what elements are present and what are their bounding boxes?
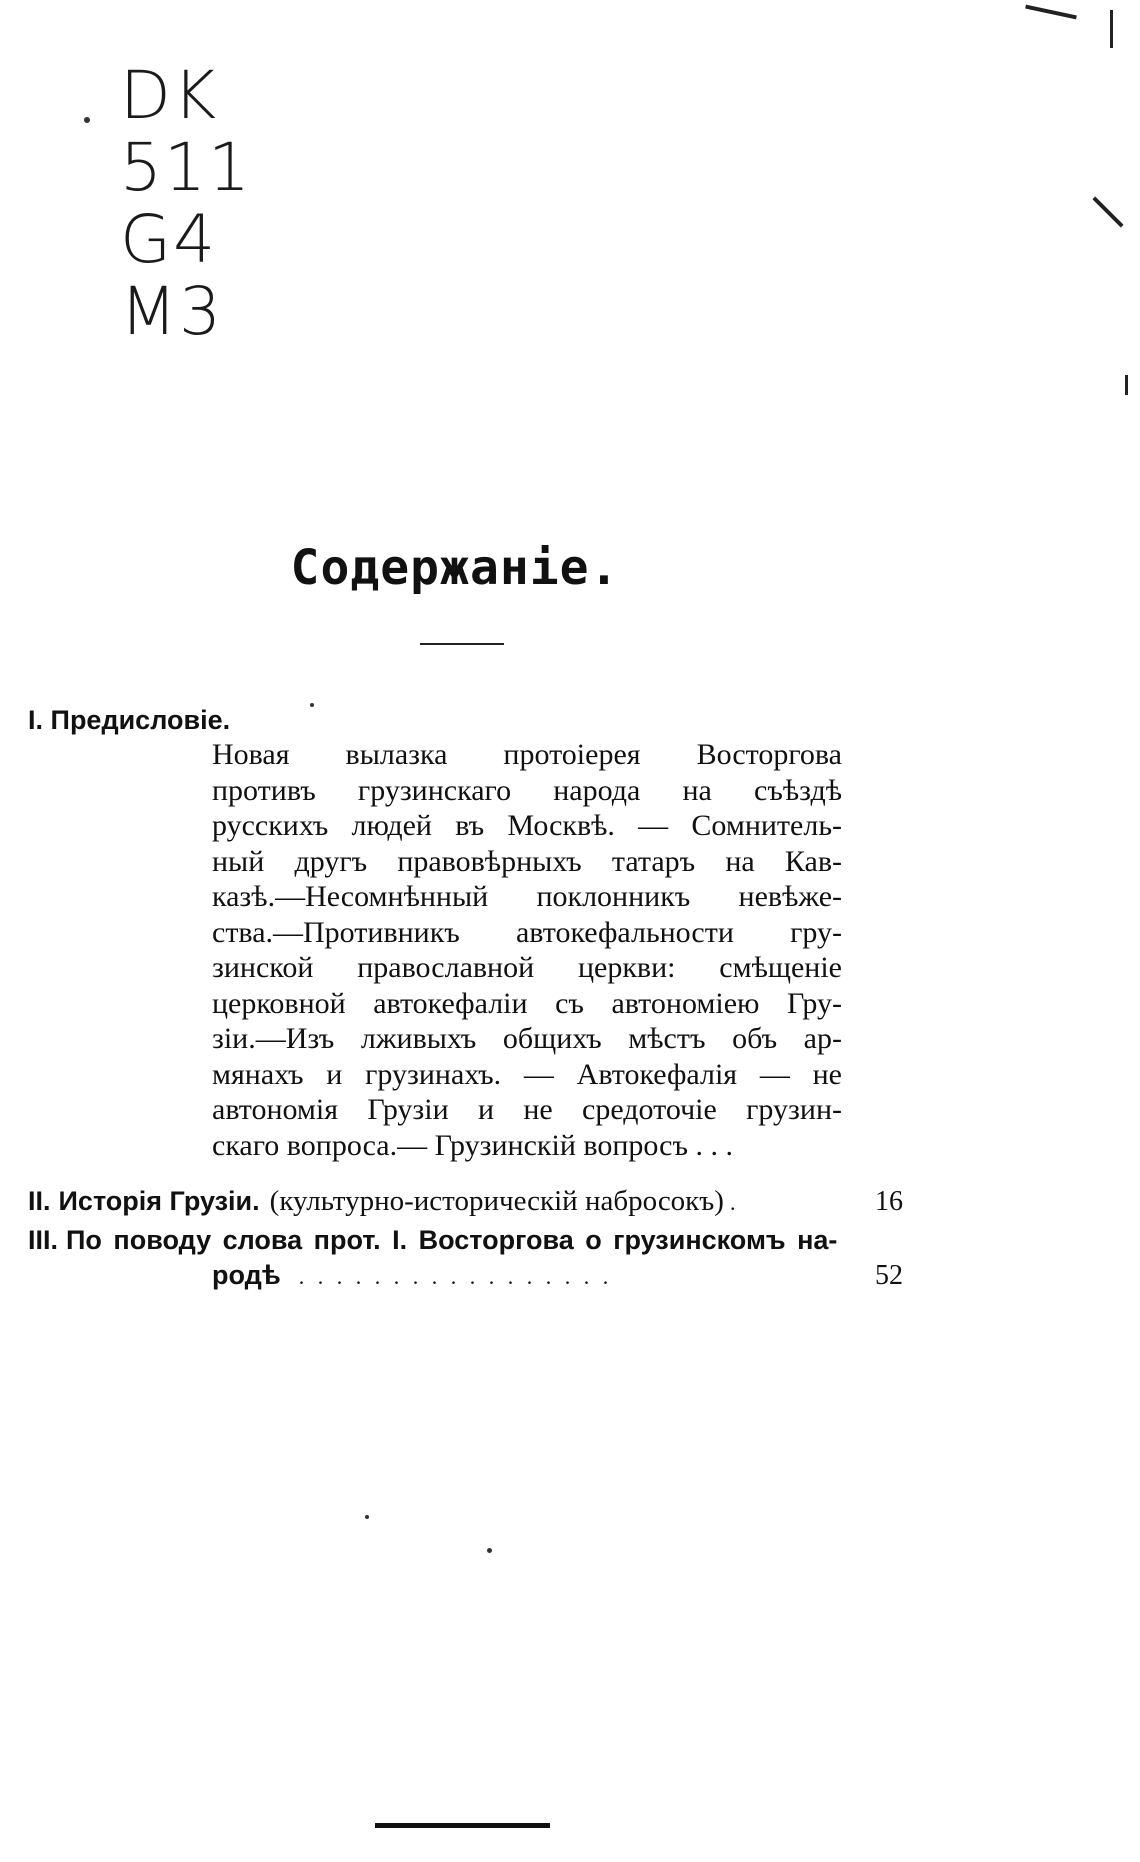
summary-line: казѣ.—Несомнѣнный поклонникъ невѣже- [212, 880, 842, 913]
library-call-number [120, 57, 270, 350]
call-number-line: G4 [120, 201, 218, 278]
summary-line: мянахъ и грузинахъ. — Автокефалія — не [212, 1057, 842, 1091]
summary-line: церковной автокефаліи съ автономіею Гру- [212, 986, 842, 1020]
summary-line: зинской православной церкви: смѣщеніе [212, 951, 842, 984]
scan-speck [365, 1515, 369, 1519]
toc-entry-number: I. [28, 705, 44, 735]
toc-entry-1-summary [212, 737, 842, 1163]
title-divider [420, 643, 504, 645]
summary-line: русскихъ людей въ Москвѣ. — Сомнитель- [212, 809, 842, 842]
toc-entry-title: Предисловіе. [50, 705, 231, 735]
toc-entry-title: Исторія Грузіи. [58, 1186, 260, 1216]
toc-entry-3 [28, 1225, 903, 1256]
toc-entry-1-heading [28, 705, 230, 736]
summary-line: противъ грузинскаго народа на съѣздѣ [212, 773, 842, 807]
scan-edge-mark [1110, 10, 1113, 48]
summary-line: автономія Грузіи и не средоточіе грузин- [212, 1093, 842, 1126]
toc-entry-2 [28, 1185, 903, 1218]
toc-entry-title: По поводу слова прот. І. Восторгова о грузинскомъ на- [66, 1225, 838, 1255]
call-number-line: M3 [120, 273, 223, 350]
scan-speck [310, 703, 314, 707]
end-rule [375, 1823, 550, 1828]
scan-speck [487, 1548, 492, 1553]
toc-entry-3-continuation [212, 1260, 903, 1292]
scan-edge-mark [1092, 196, 1123, 227]
scan-speck [84, 117, 90, 123]
dot-leader: . . . . . . . . . . . . . . . . . [298, 1264, 613, 1289]
call-number-line: 511 [120, 129, 252, 206]
summary-line: зіи.—Изъ лживыхъ общихъ мѣстъ объ ар- [212, 1022, 842, 1055]
dot-leader: . [729, 1190, 736, 1215]
summary-line: ный другъ правовѣрныхъ татаръ на Кав- [212, 844, 842, 878]
toc-entry-page-number: 16 [875, 1186, 903, 1217]
toc-entry-number: II. [28, 1186, 51, 1216]
toc-entry-title-continued: родѣ [212, 1260, 281, 1290]
scan-edge-mark [1025, 5, 1077, 20]
summary-line: скаго вопроса.— Грузинскій вопросъ . . . [212, 1128, 733, 1162]
toc-entry-number: III. [28, 1225, 59, 1255]
toc-entry-subtitle: (культурно-историческій набросокъ) [269, 1185, 724, 1217]
summary-line: Новая вылазка протоіерея Востоpгова [212, 738, 842, 771]
call-number-line: DK [120, 57, 219, 134]
summary-line: ства.—Противникъ автокефальности гру- [212, 915, 842, 949]
scan-edge-mark [1125, 375, 1128, 395]
page-title: Содержаніе. [290, 540, 620, 596]
toc-entry-page-number: 52 [875, 1260, 903, 1291]
